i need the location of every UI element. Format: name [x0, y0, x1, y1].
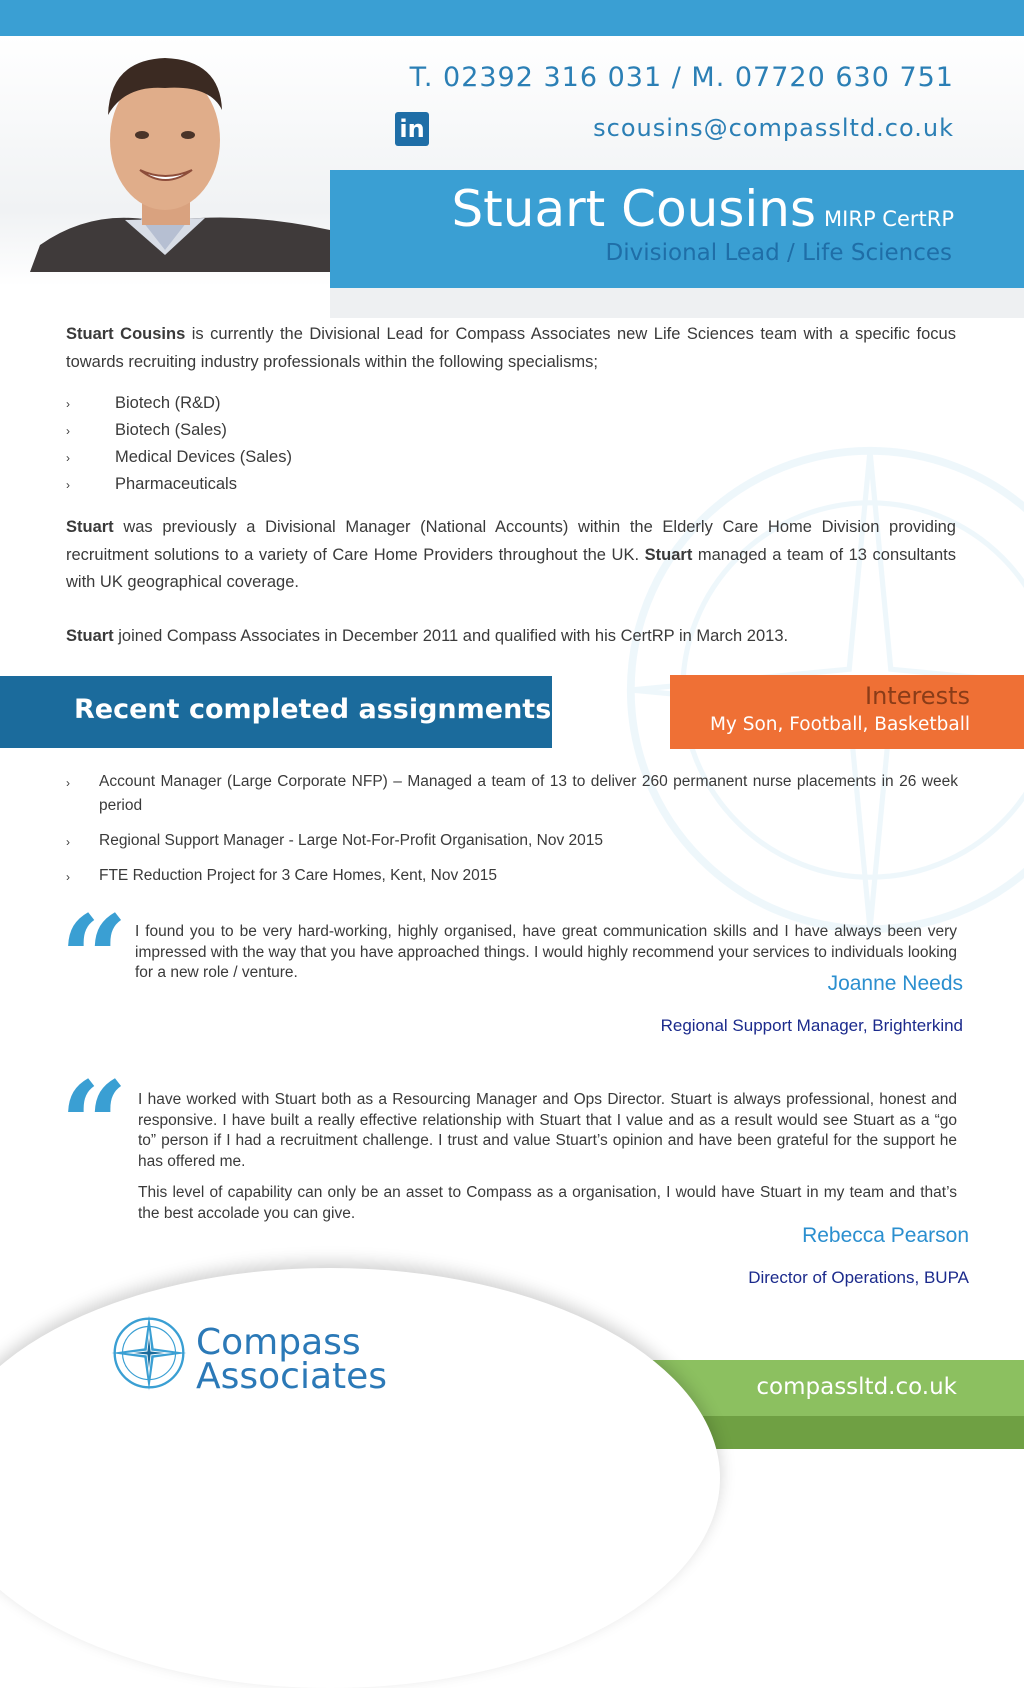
bullet-chevron-icon: › — [66, 870, 70, 884]
paragraph-text: joined Compass Associates in December 2011 and qualified with his CertRP in March 2013. — [113, 627, 789, 645]
previous-role-paragraph — [66, 514, 956, 597]
testimonial-text-continued: This level of capability can only be an asset to Compass as a organisation, I would have Stuart in my team and that’s the best accolade you can give. — [138, 1184, 957, 1222]
list-item — [66, 864, 958, 888]
interests-banner — [670, 675, 1024, 749]
list-item — [66, 471, 466, 498]
interests-list: My Son, Football, Basketball — [709, 714, 970, 735]
bullet-chevron-icon: › — [66, 451, 70, 465]
assignment-text: Regional Support Manager - Large Not-For-Profit Organisation, Nov 2015 — [99, 832, 604, 849]
intro-text: is currently the Divisional Lead for Compass Associates new Life Sciences team with a specific focus towards recruiting industry professionals within the following specialisms; — [66, 325, 956, 371]
footer-website-link[interactable]: compassltd.co.uk — [756, 1374, 957, 1400]
testimonial-author: Rebecca Pearson — [802, 1224, 969, 1247]
phone-numbers: T. 02392 316 031 / M. 07720 630 751 — [409, 62, 954, 93]
logo-line: Compass — [196, 1322, 361, 1363]
bold-name: Stuart — [66, 627, 114, 645]
assignment-text: FTE Reduction Project for 3 Care Homes, Kent, Nov 2015 — [99, 867, 498, 884]
specialism-label: Medical Devices (Sales) — [115, 448, 292, 466]
job-title: Divisional Lead / Life Sciences — [605, 240, 952, 266]
testimonial-text: I found you to be very hard-working, highly organised, have great communication skills and I have always been very impressed with the way that you have approached things. I would highly recommend your services to individuals looking for a new role / venture. — [135, 923, 957, 981]
person-name-heading — [451, 180, 954, 238]
bold-name: Stuart — [66, 518, 114, 536]
linkedin-icon[interactable]: in — [395, 112, 429, 146]
intro-paragraph — [66, 321, 956, 376]
testimonial-text: I have worked with Stuart both as a Resourcing Manager and Ops Director. Stuart is always professional, honest and responsive. I have built a really effective relationship with Stuart that I value and as a result would see Stuart as a “go to” person if I had a recruitment challenge. I trust and value Stuart’s opinion and have been grateful for the support he has offered me. — [138, 1091, 957, 1170]
testimonial-author: Joanne Needs — [827, 972, 963, 995]
paragraph-text: managed a team of 13 consultants with UK geographical coverage. — [66, 545, 956, 591]
logo-line: Associates — [196, 1356, 388, 1397]
compass-logo-icon — [110, 1314, 188, 1392]
testimonial-author-role: Regional Support Manager, Brighterkind — [660, 1016, 963, 1035]
assignments-list — [66, 770, 958, 899]
profile-photo — [30, 40, 330, 272]
person-name: Stuart Cousins — [451, 180, 817, 238]
top-accent-bar — [0, 0, 1024, 36]
list-item — [66, 444, 466, 471]
assignments-heading: Recent completed assignments : — [74, 694, 572, 725]
quote-mark-icon: “ — [60, 1055, 128, 1194]
name-banner-shadow — [330, 288, 1024, 318]
intro-name: Stuart Cousins — [66, 325, 186, 343]
list-item — [66, 770, 958, 818]
interests-heading: Interests — [865, 682, 970, 710]
bullet-chevron-icon: › — [66, 478, 70, 492]
postnominals: MIRP CertRP — [824, 207, 954, 231]
testimonial-author-role: Director of Operations, BUPA — [748, 1268, 969, 1287]
specialism-label: Biotech (R&D) — [115, 394, 221, 412]
specialism-label: Biotech (Sales) — [115, 421, 227, 439]
quote-mark-icon: “ — [60, 889, 128, 1028]
company-logo-text — [196, 1322, 388, 1397]
assignment-text: Account Manager (Large Corporate NFP) – Managed a team of 13 to deliver 260 permanent nurse placements in 26 week period — [99, 773, 958, 814]
bullet-chevron-icon: › — [66, 424, 70, 438]
list-item — [66, 390, 466, 417]
paragraph-text: was previously a Divisional Manager (National Accounts) within the Elderly Care Home Division providing recruitment solutions to a variety of Care Home Providers throughout the UK. — [66, 518, 956, 564]
list-item — [66, 829, 958, 853]
list-item — [66, 417, 466, 444]
bold-name: Stuart — [644, 545, 693, 564]
email-address[interactable]: scousins@compassltd.co.uk — [593, 114, 954, 142]
bullet-chevron-icon: › — [66, 397, 70, 411]
bullet-chevron-icon: › — [66, 776, 70, 790]
specialism-label: Pharmaceuticals — [115, 475, 237, 493]
specialisms-list — [66, 390, 466, 498]
bullet-chevron-icon: › — [66, 835, 70, 849]
joined-paragraph — [66, 623, 956, 651]
